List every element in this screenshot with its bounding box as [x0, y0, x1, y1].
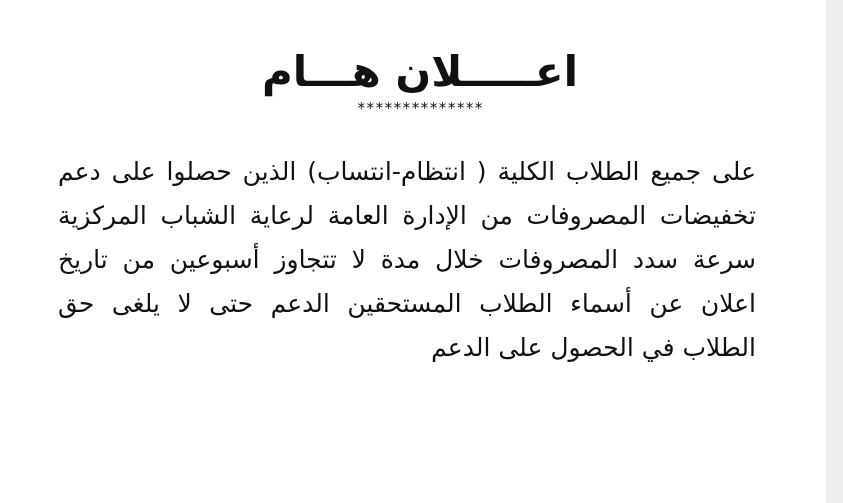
page-margin-edge	[826, 0, 843, 503]
announcement-title: اعـــــلان هـــام	[262, 47, 578, 96]
body-line: على جميع الطلاب الكلية ( انتظام-انتساب) الذين حصلوا على دعم	[58, 157, 756, 186]
title-separator: **************	[356, 99, 484, 117]
body-line: سرعة سدد المصروفات خلال مدة لا تتجاوز أسبوعين من تاريخ	[58, 245, 756, 274]
body-line: اعلان عن أسماء الطلاب المستحقين الدعم حتى لا يلغى حق	[58, 289, 756, 318]
body-line: الطلاب في الحصول على الدعم	[431, 333, 756, 362]
announcement-body	[58, 150, 756, 370]
body-line: تخفيضات المصروفات من الإدارة العامة لرعاية الشباب المركزية	[58, 201, 756, 230]
